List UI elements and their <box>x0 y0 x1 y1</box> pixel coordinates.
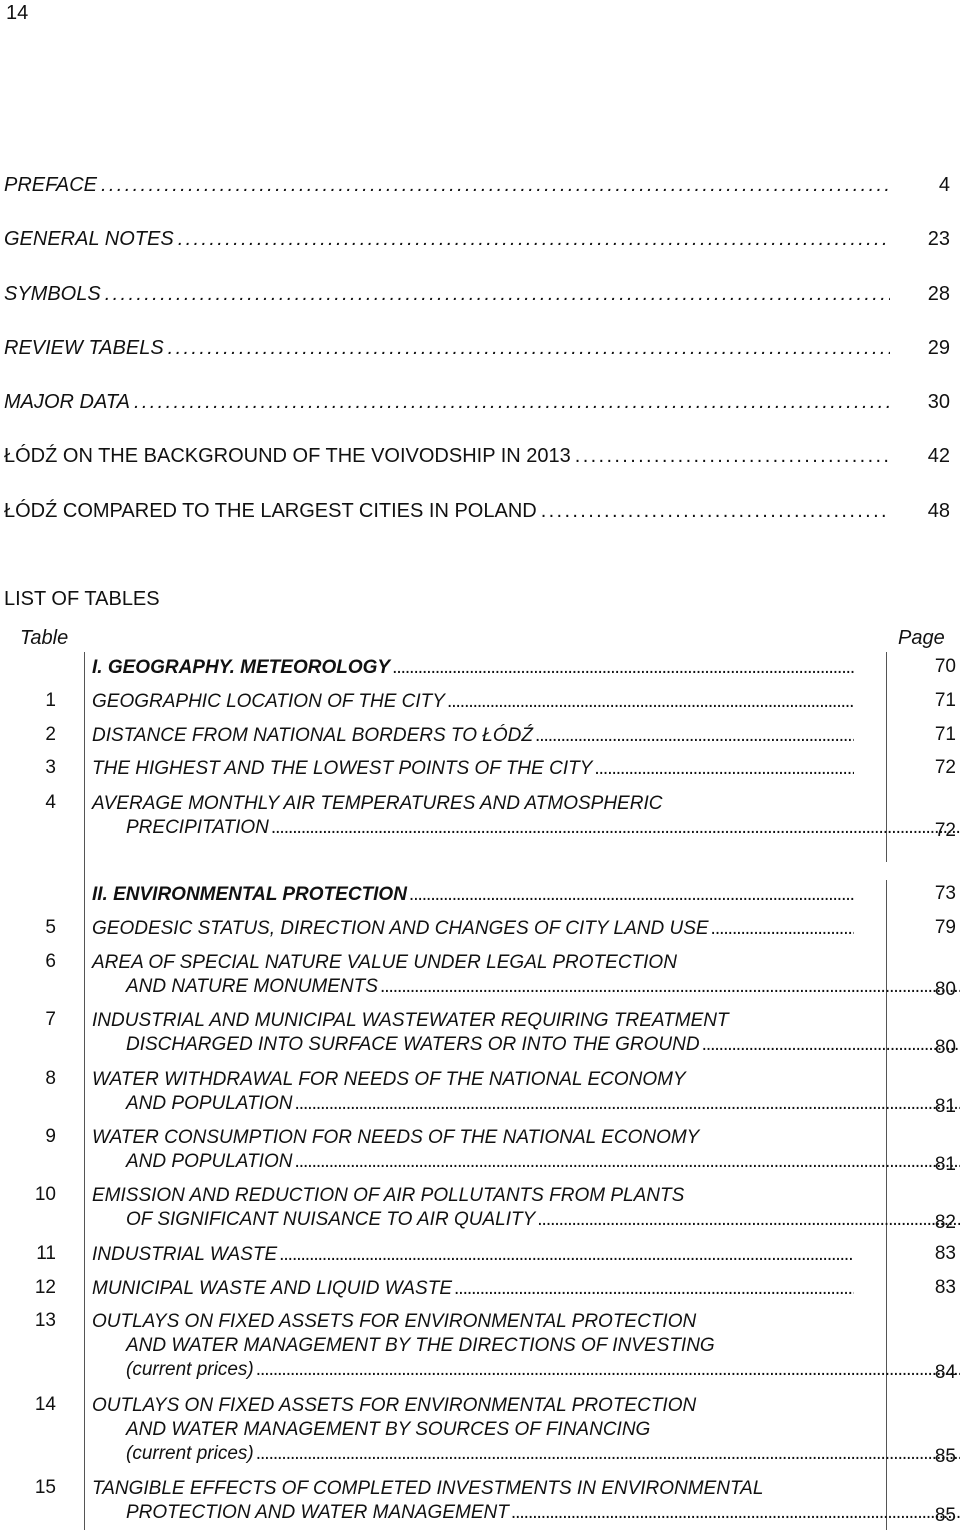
dot-leader <box>535 724 854 748</box>
contents-entry[interactable] <box>4 228 950 258</box>
contents-entry[interactable] <box>4 174 950 204</box>
contents-entry-title: PREFACE <box>4 174 97 196</box>
table-title: THE HIGHEST AND THE LOWEST POINTS OF THE CITY ..... <box>92 757 884 781</box>
table-page-number: 73 <box>934 883 956 904</box>
table-number: 6 <box>45 951 56 972</box>
table-title: WATER WITHDRAWAL FOR NEEDS OF THE NATIONAL ECONOMY AND POPULATION ..... <box>92 1068 884 1116</box>
contents-entry-page: 29 <box>927 337 950 359</box>
table-number: 4 <box>45 792 56 813</box>
contents-entry[interactable] <box>4 391 950 421</box>
dot-leader <box>294 1151 960 1172</box>
contents-entry-title: MAJOR DATA <box>4 391 130 413</box>
table-page-number: 85 <box>934 1446 956 1467</box>
table-number: 15 <box>34 1477 56 1498</box>
dot-leader <box>511 1502 960 1523</box>
table-title: OUTLAYS ON FIXED ASSETS FOR ENVIRONMENTAL PROTECTION AND WATER MANAGEMENT BY THE DIRECTIONS OF INVESTING (current prices) ..... <box>92 1310 884 1382</box>
table-page-number: 80 <box>934 1037 956 1058</box>
table-number: 5 <box>45 917 56 938</box>
page-column-header: Page <box>898 627 945 649</box>
dot-leader <box>168 337 890 360</box>
table-number: 12 <box>34 1277 56 1298</box>
dot-leader <box>380 976 960 997</box>
table-title: GEODESIC STATUS, DIRECTION AND CHANGES OF CITY LAND USE ..... <box>92 917 884 941</box>
dot-leader <box>256 1443 960 1464</box>
dot-leader <box>178 228 890 251</box>
table-title: II. ENVIRONMENTAL PROTECTION ..... <box>92 883 884 907</box>
page-number: 14 <box>6 2 29 24</box>
contents-entry-page: 28 <box>927 283 950 305</box>
table-title: EMISSION AND REDUCTION OF AIR POLLUTANTS FROM PLANTS OF SIGNIFICANT NUISANCE TO AIR QUALITY ..... <box>92 1184 884 1232</box>
table-number: 2 <box>45 724 56 745</box>
dot-leader <box>454 1277 854 1301</box>
table-title: TANGIBLE EFFECTS OF COMPLETED INVESTMENTS IN ENVIRONMENTAL PROTECTION AND WATER MANAGEMENT ..... <box>92 1477 884 1525</box>
dot-leader <box>392 656 854 680</box>
table-page-number: 81 <box>934 1154 956 1175</box>
dot-leader <box>711 917 854 941</box>
dot-leader <box>256 1359 960 1380</box>
table-page-number: 82 <box>934 1212 956 1233</box>
contents-entry-title: SYMBOLS <box>4 283 101 305</box>
table-page-number: 83 <box>934 1277 956 1298</box>
contents-entry-title: ŁÓDŹ COMPARED TO THE LARGEST CITIES IN POLAND <box>4 500 537 522</box>
dot-leader <box>594 757 854 781</box>
table-title: AVERAGE MONTHLY AIR TEMPERATURES AND ATMOSPHERIC PRECIPITATION ..... <box>92 792 884 840</box>
table-page-number: 80 <box>934 979 956 1000</box>
dot-leader <box>279 1243 854 1267</box>
table-page-number: 71 <box>934 690 956 711</box>
table-page-number: 72 <box>934 820 956 841</box>
table-title: I. GEOGRAPHY. METEOROLOGY ..... <box>92 656 884 680</box>
table-page-number: 79 <box>934 917 956 938</box>
table-title: GEOGRAPHIC LOCATION OF THE CITY ..... <box>92 690 884 714</box>
dot-leader <box>105 283 890 306</box>
table-number: 9 <box>45 1126 56 1147</box>
table-title: AREA OF SPECIAL NATURE VALUE UNDER LEGAL PROTECTION AND NATURE MONUMENTS ..... <box>92 951 884 999</box>
contents-entry-page: 48 <box>927 500 950 522</box>
table-page-number: 70 <box>934 656 956 677</box>
dot-leader <box>134 391 890 414</box>
dot-leader <box>537 1209 960 1230</box>
table-title: INDUSTRIAL WASTE ..... <box>92 1243 884 1267</box>
table-page-number: 72 <box>934 757 956 778</box>
table-page-number: 81 <box>934 1096 956 1117</box>
dot-leader <box>541 500 890 523</box>
table-title: WATER CONSUMPTION FOR NEEDS OF THE NATIONAL ECONOMY AND POPULATION ..... <box>92 1126 884 1174</box>
table-number: 8 <box>45 1068 56 1089</box>
table-title: MUNICIPAL WASTE AND LIQUID WASTE ..... <box>92 1277 884 1301</box>
table-page-number: 71 <box>934 724 956 745</box>
contents-entry[interactable] <box>4 337 950 367</box>
contents-entry-page: 4 <box>938 174 950 196</box>
contents-entry-title: GENERAL NOTES <box>4 228 174 250</box>
list-of-tables-heading: LIST OF TABLES <box>4 588 160 610</box>
contents-entry[interactable] <box>4 445 950 475</box>
contents-entry-page: 23 <box>927 228 950 250</box>
table-number: 3 <box>45 757 56 778</box>
table-title: OUTLAYS ON FIXED ASSETS FOR ENVIRONMENTAL PROTECTION AND WATER MANAGEMENT BY SOURCES OF FINANCING (current prices) ..... <box>92 1394 884 1466</box>
table-number: 10 <box>34 1184 56 1205</box>
table-column-header: Table <box>20 627 69 649</box>
contents-entry-page: 30 <box>927 391 950 413</box>
table-title: DISTANCE FROM NATIONAL BORDERS TO ŁÓDŹ ..... <box>92 724 884 748</box>
table-title: INDUSTRIAL AND MUNICIPAL WASTEWATER REQUIRING TREATMENT DISCHARGED INTO SURFACE WATERS OR INTO THE GROUND ..... <box>92 1009 884 1057</box>
table-page-number: 83 <box>934 1243 956 1264</box>
contents-entry-title: REVIEW TABELS <box>4 337 164 359</box>
dot-leader <box>575 445 890 468</box>
table-number: 1 <box>45 690 56 711</box>
table-number: 11 <box>36 1243 56 1264</box>
contents-entry[interactable] <box>4 500 950 530</box>
dot-leader <box>294 1093 960 1114</box>
dot-leader <box>447 690 854 714</box>
table-page-number: 84 <box>934 1362 956 1383</box>
dot-leader <box>101 174 890 197</box>
table-number: 14 <box>34 1394 56 1415</box>
contents-entry-title: ŁÓDŹ ON THE BACKGROUND OF THE VOIVODSHIP IN 2013 <box>4 445 571 467</box>
dot-leader <box>271 817 960 838</box>
contents-entry[interactable] <box>4 283 950 313</box>
contents-entry-page: 42 <box>927 445 950 467</box>
table-page-number: 85 <box>934 1505 956 1526</box>
table-number: 7 <box>45 1009 56 1030</box>
table-number: 13 <box>34 1310 56 1331</box>
dot-leader <box>409 883 854 907</box>
table-column-divider <box>84 652 85 1530</box>
